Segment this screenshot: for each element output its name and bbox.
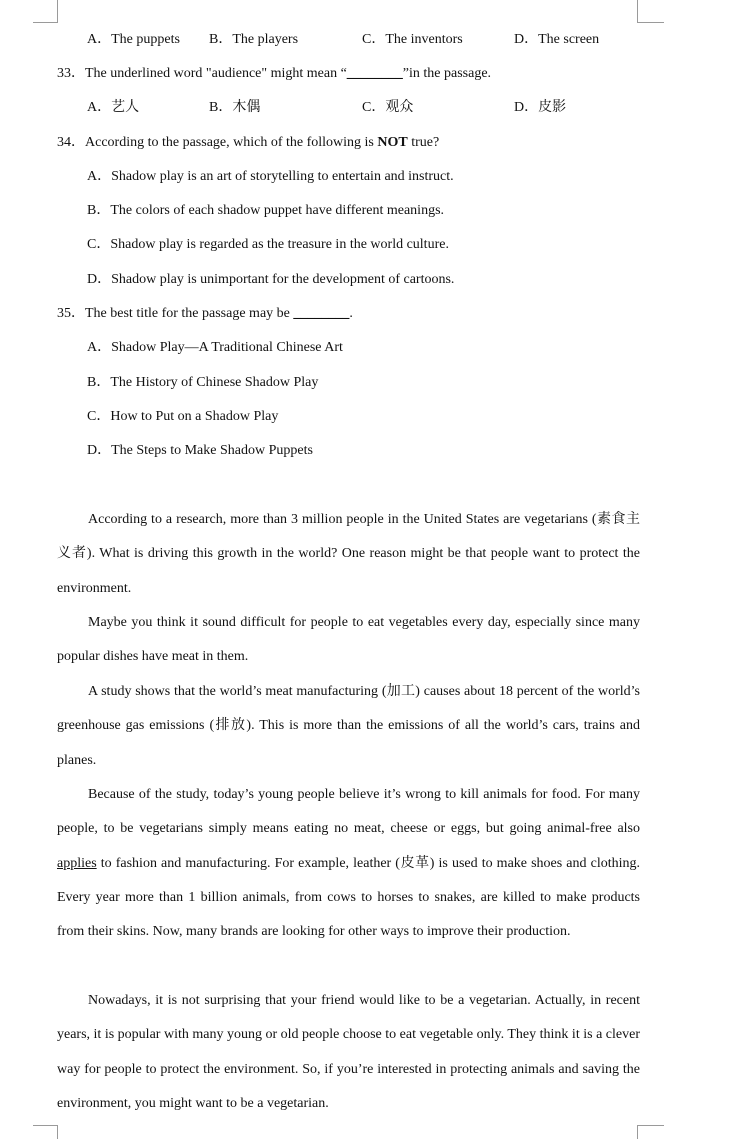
- q34-number: 34．: [57, 135, 85, 150]
- q35-blank: ________: [293, 306, 350, 321]
- q34-option-b: B．The colors of each shadow puppet have different meanings.: [87, 203, 445, 218]
- q33-option-b: B．木偶: [209, 100, 261, 115]
- q35-text-after: .: [349, 306, 353, 321]
- crop-mark-bottom-right: [637, 1125, 664, 1139]
- q35-stem: [57, 305, 353, 323]
- passage-paragraph-4: [57, 778, 640, 949]
- q35-option-a: A．Shadow Play—A Traditional Chinese Art: [87, 340, 343, 355]
- q34-emphasis: NOT: [377, 135, 408, 150]
- q33-options: [87, 99, 647, 117]
- q32-option-a: A．The puppets: [87, 32, 180, 47]
- q33-option-a: A．艺人: [87, 100, 140, 115]
- q35-text-before: The best title for the passage may be: [85, 306, 294, 321]
- q33-option-c: C．观众: [362, 100, 414, 115]
- q34-text-after: true?: [407, 135, 440, 150]
- passage-paragraph-2-text: Maybe you think it sound difficult for people to eat vegetables every day, especially since many popular dishes have meat in them.: [57, 615, 640, 665]
- passage-paragraph-5: [57, 984, 640, 1121]
- crop-mark-bottom-left: [33, 1125, 58, 1139]
- crop-mark-top-left: [33, 0, 58, 23]
- q32-options: [87, 31, 647, 49]
- q34-option-d: D．Shadow play is unimportant for the development of cartoons.: [87, 272, 455, 287]
- q32-option-d: D．The screen: [514, 32, 600, 47]
- q35-option-d: D．The Steps to Make Shadow Puppets: [87, 443, 313, 458]
- q34-option-c: C．Shadow play is regarded as the treasure in the world culture.: [87, 237, 449, 252]
- q35-option-b: B．The History of Chinese Shadow Play: [87, 375, 319, 390]
- passage-paragraph-2: [57, 606, 640, 675]
- q33-number: 33．: [57, 66, 85, 81]
- q34-option-a: A．Shadow play is an art of storytelling to entertain and instruct.: [87, 169, 454, 184]
- passage-paragraph-4-text-after: to fashion and manufacturing. For example, leather (皮革) is used to make shoes and clothing. Every year more than 1 billion animals, from cows to horses to snakes, are killed to make products from their skins. Now, many brands are looking for other ways to improve their production.: [57, 855, 640, 940]
- passage-paragraph-4-text-before: Because of the study, today’s young people believe it’s wrong to kill animals for food. For many people, to be vegetarians simply means eating no meat, cheese or eggs, but going animal-free also: [57, 787, 640, 837]
- q33-text-after: ”in the passage.: [402, 66, 492, 81]
- q33-stem: [57, 65, 491, 83]
- passage-paragraph-3-text: A study shows that the world’s meat manufacturing (加工) causes about 18 percent of the world’s greenhouse gas emissions (排放). This is more than the emissions of all the world’s cars, trains and planes.: [57, 684, 640, 768]
- passage-paragraph-1-text: According to a research, more than 3 million people in the United States are vegetarians (素食主义者). What is driving this growth in the world? One reason might be that people want to protect the environment.: [57, 512, 640, 596]
- passage-paragraph-3: [57, 675, 640, 778]
- q34-stem: [57, 134, 439, 152]
- passage-paragraph-1: [57, 503, 640, 606]
- q33-option-d: D．皮影: [514, 100, 567, 115]
- crop-mark-top-right: [637, 0, 664, 23]
- q35-number: 35．: [57, 306, 85, 321]
- q33-text-before: The underlined word "audience" might mean “: [85, 66, 347, 81]
- q32-option-c: C．The inventors: [362, 32, 463, 47]
- passage-paragraph-5-text: Nowadays, it is not surprising that your friend would like to be a vegetarian. Actually, in recent years, it is popular with many young or old people choose to eat vegetable only. They think it is a clever way for people to protect the environment. So, if you’re interested in protecting animals and saving the environment, you might want to be a vegetarian.: [57, 993, 640, 1111]
- q35-option-c: C．How to Put on a Shadow Play: [87, 409, 279, 424]
- q33-blank: ________: [346, 66, 403, 81]
- q34-text-before: According to the passage, which of the following is: [85, 135, 378, 150]
- passage-underlined-word: applies: [57, 855, 97, 871]
- q32-option-b: B．The players: [209, 32, 299, 47]
